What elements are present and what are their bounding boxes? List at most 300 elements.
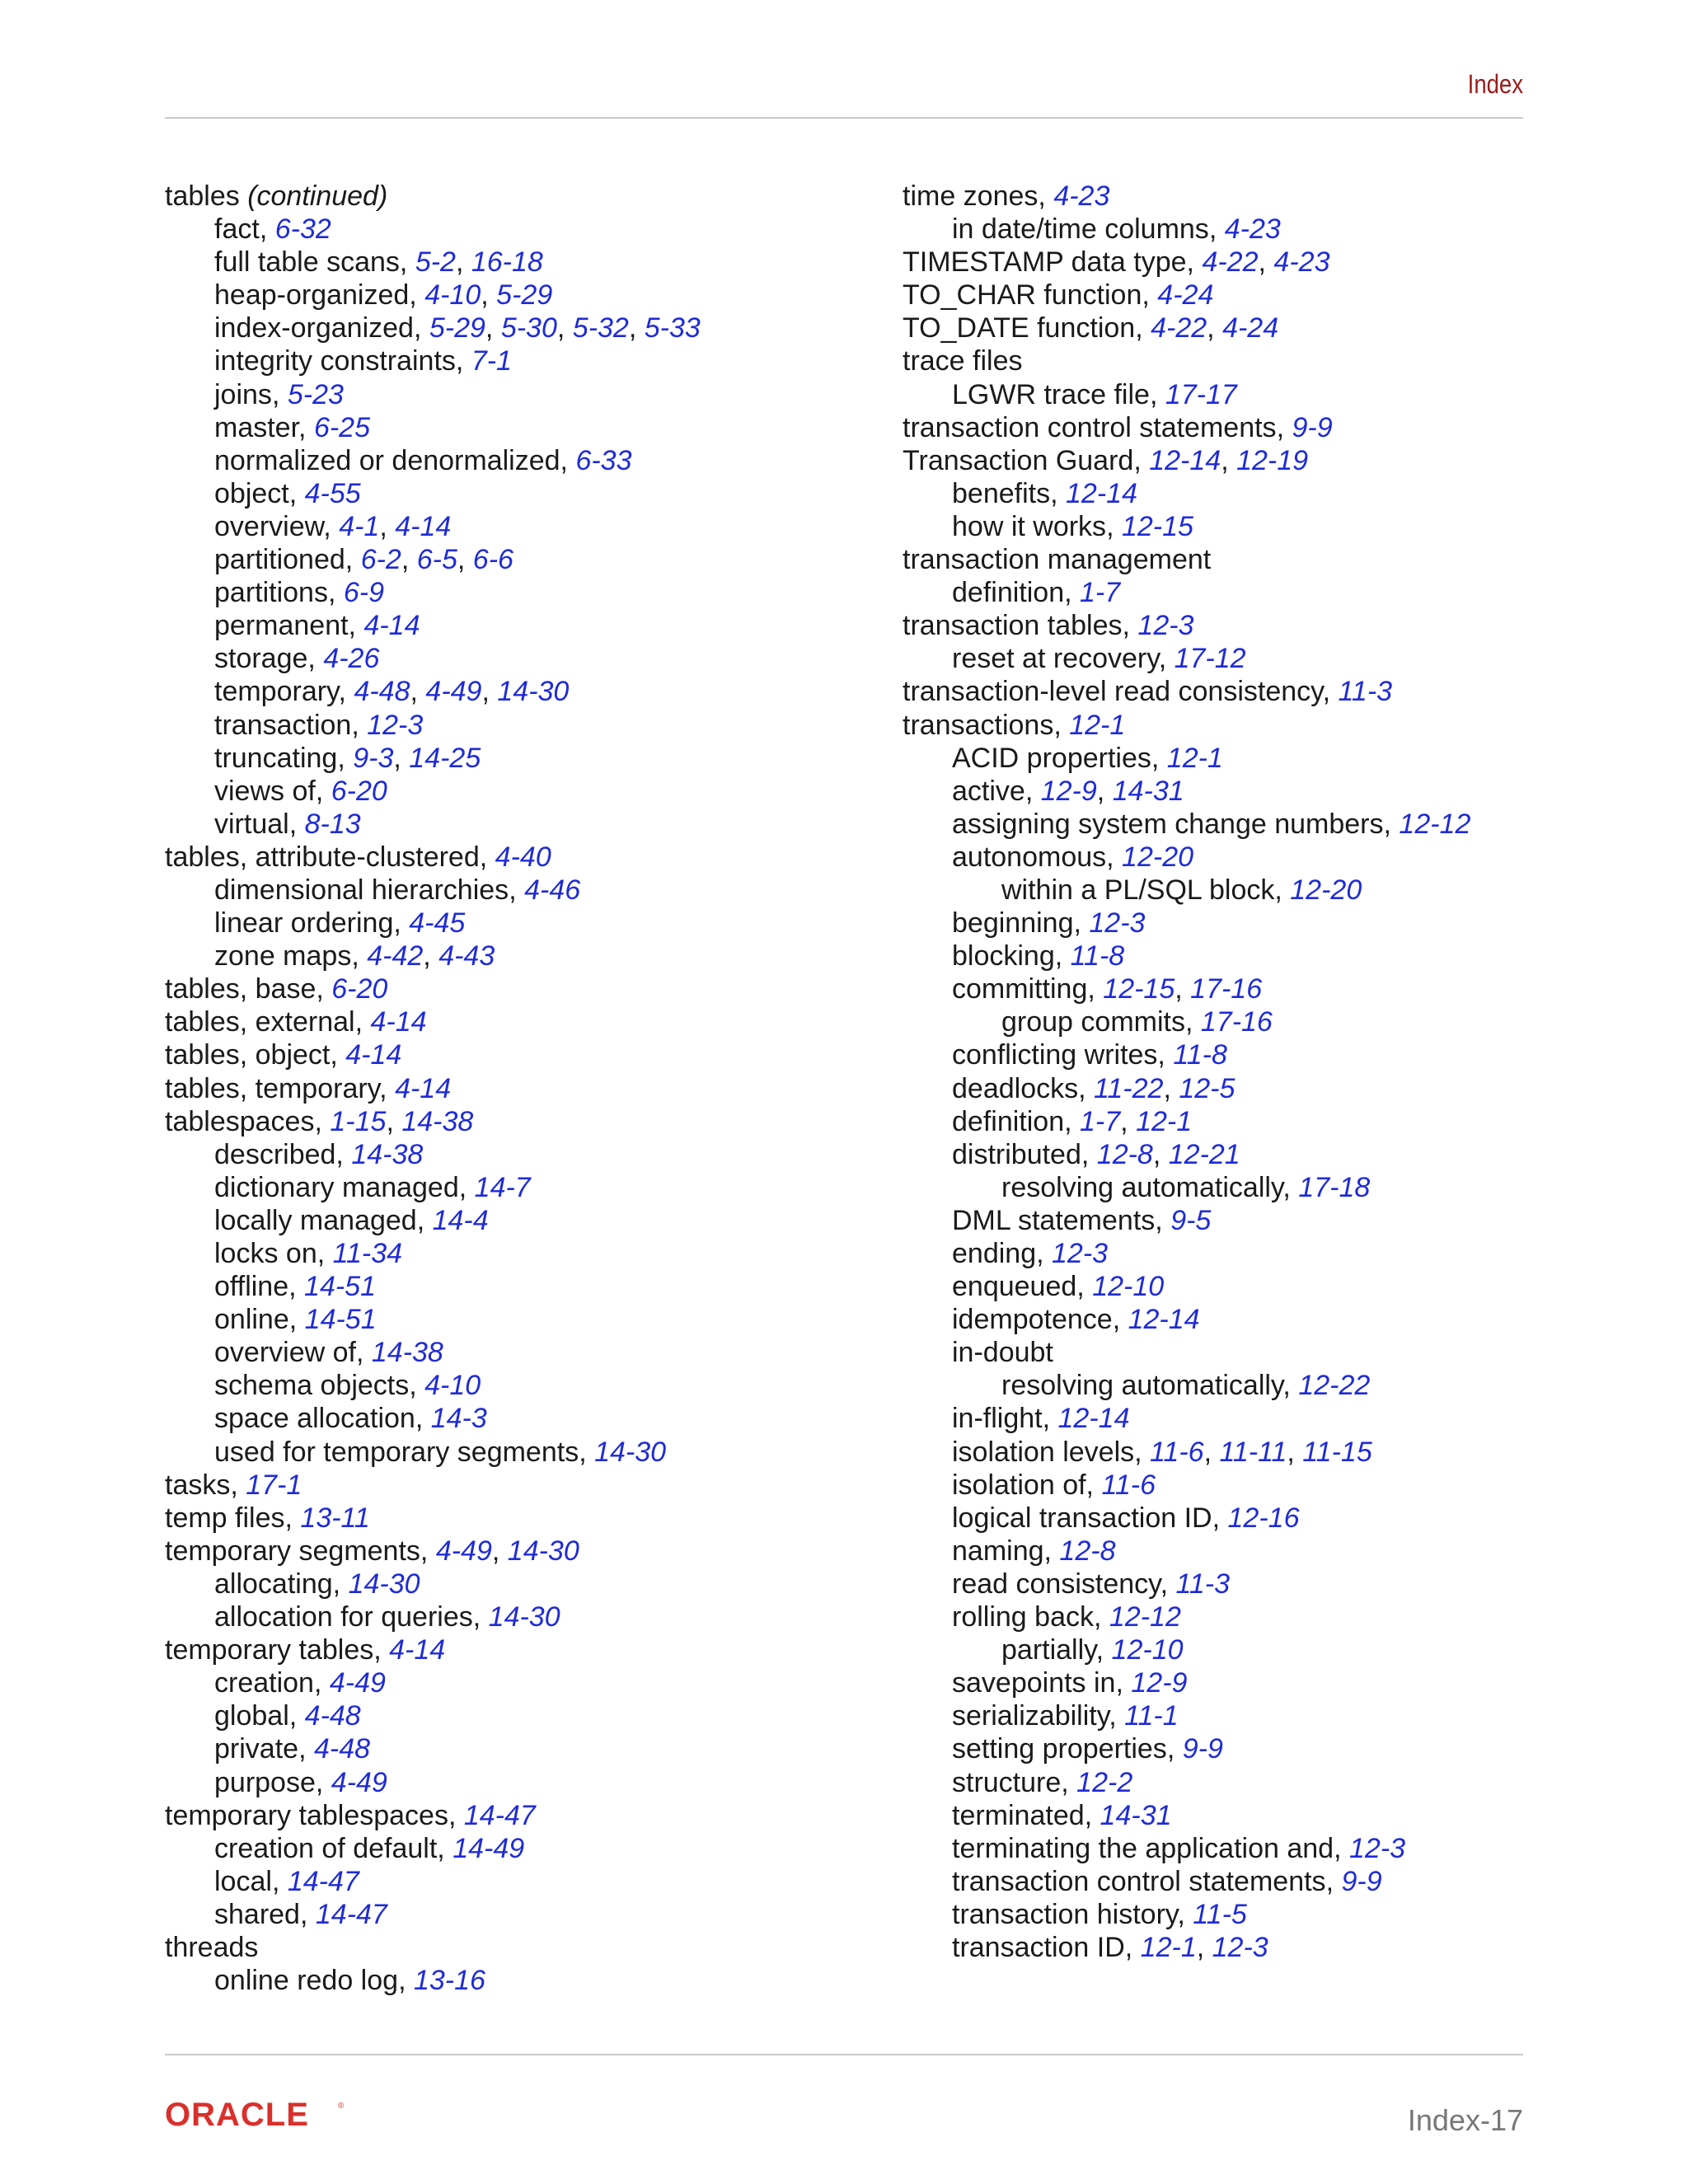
index-term: used for temporary segments	[214, 1436, 579, 1468]
page-reference-link[interactable]: 14-25	[409, 742, 481, 774]
page-reference-link[interactable]: 14-31	[1100, 1799, 1172, 1831]
index-entry: definition, 1-7, 12-1	[952, 1105, 1193, 1137]
index-entry: linear ordering, 4-45	[214, 907, 466, 940]
page-reference-link[interactable]: 17-16	[1190, 973, 1263, 1005]
page-reference-link[interactable]: 14-47	[315, 1898, 387, 1930]
index-term: reset at recovery	[952, 643, 1159, 675]
page-reference-link[interactable]: 11-3	[1338, 676, 1393, 708]
page-reference-link[interactable]: 4-40	[495, 841, 551, 873]
page-reference-link[interactable]: 4-42	[367, 940, 424, 972]
index-term: heap-organized	[214, 279, 410, 312]
index-term: transaction-level read consistency	[903, 676, 1323, 708]
index-entry: conflicting writes, 11-8	[952, 1039, 1227, 1071]
index-term: views of	[214, 775, 316, 807]
index-term: offline	[214, 1271, 289, 1303]
page-reference-link[interactable]: 12-2	[1076, 1766, 1133, 1798]
index-term: fact	[214, 213, 260, 246]
page-reference-link[interactable]: 11-1	[1124, 1700, 1179, 1732]
index-term: virtual	[214, 808, 289, 840]
page-reference-link[interactable]: 6-6	[472, 544, 513, 576]
index-entry: zone maps, 4-42, 4-43	[214, 940, 495, 972]
page-reference-link[interactable]: 12-1	[1140, 1931, 1197, 1963]
index-entry: overview, 4-1, 4-14	[214, 510, 452, 542]
page-reference-link[interactable]: 12-14	[1066, 477, 1137, 509]
page-reference-link[interactable]: 12-19	[1236, 444, 1309, 476]
page-reference-link[interactable]: 14-7	[474, 1171, 531, 1203]
index-entry: deadlocks, 11-22, 12-5	[952, 1072, 1236, 1104]
page-reference-link[interactable]: 6-5	[416, 544, 457, 576]
index-entry: creation, 4-49	[214, 1667, 386, 1699]
index-term: idempotence	[952, 1304, 1113, 1336]
index-term: time zones	[903, 180, 1039, 212]
index-term: integrity constraints	[214, 345, 456, 377]
page-reference-link[interactable]: 12-3	[1212, 1931, 1268, 1963]
index-entry: Transaction Guard, 12-14, 12-19	[903, 444, 1309, 476]
index-entry	[165, 180, 701, 213]
index-term: temporary tables	[165, 1634, 374, 1666]
page-reference-link[interactable]: 4-22	[1151, 312, 1207, 344]
page-reference-link[interactable]: 9-9	[1341, 1865, 1382, 1897]
page-reference-link[interactable]: 12-14	[1128, 1304, 1200, 1336]
page-reference-link[interactable]: 9-5	[1170, 1204, 1212, 1236]
index-term: autonomous	[952, 841, 1107, 873]
running-header: Index	[1467, 69, 1523, 99]
page-reference-link[interactable]: 17-18	[1298, 1171, 1371, 1203]
index-term: tasks	[165, 1469, 231, 1501]
index-term: ending	[952, 1238, 1037, 1269]
index-entry: allocation for queries, 14-30	[214, 1601, 560, 1633]
index-term: global	[214, 1700, 289, 1732]
index-term: conflicting writes	[952, 1039, 1158, 1071]
index-term: linear ordering	[214, 907, 394, 940]
page-reference-link[interactable]: 12-8	[1059, 1535, 1116, 1567]
index-term: joins	[214, 378, 272, 410]
index-entry: partially, 12-10	[1001, 1634, 1184, 1666]
index-term: definition	[952, 1105, 1065, 1137]
page-reference-link[interactable]: 12-21	[1168, 1138, 1240, 1170]
page-reference-link[interactable]: 12-10	[1111, 1634, 1184, 1666]
page-reference-link[interactable]: 4-43	[438, 940, 495, 972]
page-reference-link[interactable]: 12-22	[1298, 1370, 1371, 1402]
page-reference-link[interactable]: 4-14	[395, 1072, 452, 1104]
page-reference-link[interactable]: 4-46	[524, 874, 581, 906]
page-reference-link[interactable]: 14-30	[507, 1535, 579, 1567]
index-entry: benefits, 12-14	[952, 477, 1137, 509]
index-entry: DML statements, 9-5	[952, 1204, 1212, 1236]
page-reference-link[interactable]: 12-3	[1137, 610, 1194, 642]
index-entry: rolling back, 12-12	[952, 1601, 1181, 1633]
page-reference-link[interactable]: 7-1	[471, 345, 512, 377]
page-reference-link[interactable]: 14-51	[304, 1304, 377, 1336]
page-reference-link[interactable]: 14-38	[401, 1105, 474, 1137]
index-term: naming	[952, 1535, 1044, 1567]
page-reference-link[interactable]: 4-48	[354, 676, 410, 708]
page-reference-link[interactable]: 5-29	[429, 312, 485, 344]
index-entry: committing, 12-15, 17-16	[952, 973, 1263, 1005]
index-entry: transactions, 12-1	[903, 709, 1126, 741]
page-reference-link[interactable]: 17-12	[1174, 643, 1246, 675]
page-reference-link[interactable]: 14-30	[497, 676, 570, 708]
page-reference-link[interactable]: 12-20	[1122, 841, 1194, 873]
index-term: blocking	[952, 940, 1055, 972]
index-entry: terminating the application and, 12-3	[952, 1832, 1406, 1864]
index-entry: how it works, 12-15	[952, 510, 1193, 542]
page-reference-link[interactable]: 17-1	[246, 1469, 302, 1501]
index-term: definition	[952, 577, 1065, 609]
page-reference-link[interactable]: 4-14	[345, 1039, 402, 1071]
index-term: temp files	[165, 1502, 285, 1534]
index-term: in-doubt	[952, 1337, 1053, 1369]
index-term: TIMESTAMP data type	[903, 246, 1187, 279]
index-entry: global, 4-48	[214, 1700, 361, 1732]
index-term: zone maps	[214, 940, 352, 972]
page-reference-link[interactable]: 5-32	[572, 312, 629, 344]
page-reference-link[interactable]: 4-55	[304, 477, 361, 509]
page-reference-link[interactable]: 14-49	[452, 1832, 525, 1864]
index-entry: online redo log, 13-16	[214, 1965, 485, 1997]
page-reference-link[interactable]: 4-49	[435, 1535, 492, 1567]
page-reference-link[interactable]: 9-9	[1292, 411, 1333, 443]
page-reference-link[interactable]: 6-33	[575, 444, 632, 476]
index-term: terminating the application and	[952, 1832, 1334, 1864]
index-entry	[903, 1336, 1470, 1369]
index-term: how it works	[952, 510, 1107, 542]
index-term: locks on	[214, 1238, 317, 1269]
page-reference-link[interactable]: 14-30	[488, 1601, 560, 1633]
index-term: ACID properties	[952, 742, 1151, 774]
index-entry: space allocation, 14-3	[214, 1403, 487, 1435]
index-term: shared	[214, 1898, 300, 1930]
index-entry: distributed, 12-8, 12-21	[952, 1138, 1240, 1170]
index-entry: temporary tables, 4-14	[165, 1634, 446, 1666]
index-term: overview	[214, 510, 324, 542]
index-term: transaction tables	[903, 610, 1123, 642]
index-term: tables, attribute-clustered	[165, 841, 480, 873]
index-term: creation of default	[214, 1832, 438, 1864]
page-reference-link[interactable]: 14-31	[1112, 775, 1184, 807]
page-reference-link[interactable]: 13-11	[300, 1502, 370, 1534]
index-term: creation	[214, 1667, 314, 1699]
index-term: permanent	[214, 610, 349, 642]
index-term: temporary	[214, 676, 339, 708]
page-reference-link[interactable]: 14-51	[304, 1271, 376, 1303]
index-term: active	[952, 775, 1025, 807]
page-reference-link[interactable]: 4-24	[1157, 279, 1214, 312]
index-entry: locally managed, 14-4	[214, 1204, 489, 1236]
page-reference-link[interactable]: 9-9	[1182, 1733, 1223, 1765]
page-reference-link[interactable]: 6-9	[343, 577, 385, 609]
page-reference-link[interactable]: 12-3	[1052, 1238, 1109, 1269]
index-entry: creation of default, 14-49	[214, 1832, 525, 1864]
index-term: temporary tablespaces	[165, 1799, 448, 1831]
continued-label: (continued)	[247, 180, 388, 212]
page-reference-link[interactable]: 12-8	[1096, 1138, 1153, 1170]
index-term: storage	[214, 643, 308, 675]
index-term: private	[214, 1733, 299, 1765]
index-term: logical transaction ID	[952, 1502, 1212, 1534]
page-reference-link[interactable]: 5-29	[496, 279, 553, 312]
page-reference-link[interactable]: 1-7	[1080, 1105, 1121, 1137]
index-entry: transaction history, 11-5	[952, 1898, 1247, 1930]
index-term: TO_CHAR function	[903, 279, 1142, 312]
index-entry: resolving automatically, 12-22	[1001, 1370, 1371, 1402]
index-entry: group commits, 17-16	[1001, 1006, 1273, 1038]
index-term: tablespaces	[165, 1105, 315, 1137]
oracle-logo	[165, 2098, 348, 2130]
page-reference-link[interactable]: 6-32	[274, 213, 331, 246]
index-term: tables, base	[165, 973, 316, 1005]
index-term: group commits	[1001, 1006, 1185, 1038]
index-entry: assigning system change numbers, 12-12	[952, 808, 1471, 840]
page-reference-link[interactable]: 14-47	[287, 1865, 359, 1897]
page-reference-link[interactable]: 11-6	[1150, 1436, 1204, 1468]
index-entry: transaction, 12-3	[214, 709, 424, 741]
index-entry: ending, 12-3	[952, 1238, 1109, 1269]
index-term: index-organized	[214, 312, 414, 344]
page-reference-link[interactable]: 11-34	[332, 1238, 403, 1269]
index-entry: storage, 4-26	[214, 643, 380, 675]
page-reference-link[interactable]: 8-13	[304, 808, 361, 840]
page-reference-link[interactable]: 12-3	[367, 709, 424, 741]
page-reference-link[interactable]: 6-20	[331, 973, 388, 1005]
index-term: transactions	[903, 709, 1054, 741]
index-term: deadlocks	[952, 1072, 1079, 1104]
page-reference-link[interactable]: 12-12	[1399, 808, 1471, 840]
index-entry: dictionary managed, 14-7	[214, 1171, 531, 1203]
page-reference-link[interactable]: 4-45	[409, 907, 466, 940]
index-term: in date/time columns	[952, 213, 1209, 246]
page-reference-link[interactable]: 4-49	[425, 676, 482, 708]
page-reference-link[interactable]: 11-5	[1193, 1898, 1247, 1930]
index-entry: tables, temporary, 4-14	[165, 1072, 452, 1104]
index-entry	[903, 543, 1470, 576]
index-term: beginning	[952, 907, 1074, 940]
index-term: terminated	[952, 1799, 1085, 1831]
index-entry: ACID properties, 12-1	[952, 742, 1223, 774]
page-number: Index-17	[1407, 2103, 1523, 2137]
page-reference-link[interactable]: 4-49	[329, 1667, 386, 1699]
page-reference-link[interactable]: 12-1	[1166, 742, 1223, 774]
index-term: schema objects	[214, 1370, 410, 1402]
page-reference-link[interactable]: 6-20	[331, 775, 387, 807]
page-reference-link[interactable]: 11-8	[1173, 1039, 1227, 1071]
index-term: partially	[1001, 1634, 1096, 1666]
page-reference-link[interactable]: 12-1	[1136, 1105, 1193, 1137]
index-entry: tables, base, 6-20	[165, 973, 388, 1005]
page-reference-link[interactable]: 14-3	[430, 1403, 487, 1435]
index-entry: locks on, 11-34	[214, 1238, 403, 1269]
page-reference-link[interactable]: 11-3	[1175, 1568, 1231, 1600]
index-entry: fact, 6-32	[214, 213, 331, 246]
page-reference-link[interactable]: 12-9	[1131, 1667, 1188, 1699]
index-entry: virtual, 8-13	[214, 808, 361, 840]
page-reference-link[interactable]: 5-2	[415, 246, 456, 279]
index-term: trace files	[903, 345, 1023, 377]
page-reference-link[interactable]: 6-25	[313, 411, 371, 443]
index-entry: logical transaction ID, 12-16	[952, 1502, 1300, 1534]
index-entry: heap-organized, 4-10, 5-29	[214, 279, 553, 312]
page-reference-link[interactable]: 4-26	[323, 643, 380, 675]
index-term: setting properties	[952, 1733, 1167, 1765]
index-entry: resolving automatically, 17-18	[1001, 1171, 1371, 1203]
index-entry: online, 14-51	[214, 1304, 377, 1336]
index-term: transaction management	[903, 544, 1212, 576]
page-reference-link[interactable]: 12-15	[1103, 973, 1175, 1005]
page-reference-link[interactable]: 12-14	[1149, 444, 1221, 476]
index-term: DML statements	[952, 1204, 1156, 1236]
page-reference-link[interactable]: 4-14	[395, 510, 452, 542]
index-term: tables, object	[165, 1039, 331, 1071]
page-reference-link[interactable]: 5-33	[644, 312, 701, 344]
page-reference-link[interactable]: 11-6	[1101, 1469, 1156, 1501]
index-term: locally managed	[214, 1204, 417, 1236]
index-entry: savepoints in, 12-9	[952, 1667, 1188, 1699]
index-entry: dimensional hierarchies, 4-46	[214, 874, 581, 906]
page-reference-link[interactable]: 12-3	[1089, 907, 1146, 940]
index-entry: index-organized, 5-29, 5-30, 5-32, 5-33	[214, 312, 701, 344]
index-entry: shared, 14-47	[214, 1898, 387, 1930]
page-reference-link[interactable]: 4-24	[1222, 312, 1279, 344]
index-term: committing	[952, 973, 1088, 1005]
index-entry: temporary segments, 4-49, 14-30	[165, 1535, 579, 1567]
page-reference-link[interactable]: 12-20	[1290, 874, 1362, 906]
index-entry: tables, external, 4-14	[165, 1006, 427, 1038]
page-reference-link[interactable]: 4-49	[331, 1766, 387, 1798]
index-entry: master, 6-25	[214, 411, 371, 443]
index-term: threads	[165, 1931, 259, 1963]
index-entry: views of, 6-20	[214, 775, 387, 807]
index-term: isolation levels	[952, 1436, 1135, 1468]
svg-text:ORACLE: ORACLE	[165, 2098, 309, 2130]
index-entry: object, 4-55	[214, 477, 361, 509]
page-reference-link[interactable]: 14-4	[432, 1204, 489, 1236]
index-entry	[165, 1931, 701, 1964]
index-term: described	[214, 1138, 336, 1170]
page-reference-link[interactable]: 12-16	[1227, 1502, 1300, 1534]
index-term: savepoints in	[952, 1667, 1116, 1699]
page-reference-link[interactable]: 17-16	[1200, 1006, 1273, 1038]
index-entry: autonomous, 12-20	[952, 841, 1194, 873]
index-entry: private, 4-48	[214, 1733, 371, 1765]
index-entry: within a PL/SQL block, 12-20	[1001, 874, 1362, 906]
index-entry: active, 12-9, 14-31	[952, 775, 1184, 807]
index-term: resolving automatically	[1001, 1171, 1283, 1203]
page-reference-link[interactable]: 4-1	[339, 510, 380, 542]
page-reference-link[interactable]: 14-38	[351, 1138, 424, 1170]
page-reference-link[interactable]: 4-48	[313, 1733, 371, 1765]
index-term: online redo log	[214, 1965, 399, 1997]
index-entry: transaction tables, 12-3	[903, 610, 1194, 642]
index-entry: transaction-level read consistency, 11-3	[903, 676, 1393, 708]
page-reference-link[interactable]: 11-11	[1219, 1436, 1287, 1468]
header-divider	[165, 117, 1523, 119]
index-entry: serializability, 11-1	[952, 1700, 1179, 1732]
index-term: full table scans	[214, 246, 400, 279]
page-reference-link[interactable]: 4-48	[304, 1700, 361, 1732]
page-reference-link[interactable]: 1-7	[1080, 577, 1121, 609]
index-entry: temp files, 13-11	[165, 1502, 370, 1534]
index-term: transaction history	[952, 1898, 1178, 1930]
page-reference-link[interactable]: 5-23	[287, 378, 344, 410]
page-reference-link[interactable]: 4-14	[370, 1006, 427, 1038]
index-term: object	[214, 477, 289, 509]
page-reference-link[interactable]: 11-8	[1070, 940, 1125, 972]
page-reference-link[interactable]: 4-23	[1053, 180, 1110, 212]
index-entry: truncating, 9-3, 14-25	[214, 742, 481, 774]
index-entry: partitioned, 6-2, 6-5, 6-6	[214, 544, 513, 576]
index-entry: definition, 1-7	[952, 577, 1121, 609]
page-reference-link[interactable]: 12-10	[1092, 1271, 1165, 1303]
index-term: transaction control statements	[952, 1865, 1326, 1897]
index-entry: TO_DATE function, 4-22, 4-24	[903, 312, 1279, 344]
index-entry: tables, attribute-clustered, 4-40	[165, 841, 551, 873]
index-term: in-flight	[952, 1403, 1043, 1435]
index-entry: described, 14-38	[214, 1138, 424, 1170]
page-reference-link[interactable]: 4-23	[1273, 246, 1330, 279]
page-reference-link[interactable]: 4-23	[1224, 213, 1281, 246]
index-entry: LGWR trace file, 17-17	[952, 378, 1237, 410]
page-reference-link[interactable]: 16-18	[471, 246, 543, 279]
page-reference-link[interactable]: 14-38	[371, 1337, 443, 1369]
index-term: master	[214, 411, 299, 443]
page-reference-link[interactable]: 9-3	[353, 742, 394, 774]
index-entry: in date/time columns, 4-23	[952, 213, 1281, 246]
page-reference-link[interactable]: 5-30	[500, 312, 557, 344]
index-term: TO_DATE function	[903, 312, 1136, 344]
index-term: assigning system change numbers	[952, 808, 1384, 840]
index-entry: purpose, 4-49	[214, 1766, 387, 1798]
page-reference-link[interactable]: 11-15	[1302, 1436, 1372, 1468]
index-entry: in-flight, 12-14	[952, 1403, 1130, 1435]
index-entry: beginning, 12-3	[952, 907, 1146, 940]
page-reference-link[interactable]: 14-30	[348, 1568, 420, 1600]
index-term: transaction control statements	[903, 411, 1277, 443]
index-entry: transaction ID, 12-1, 12-3	[952, 1931, 1268, 1963]
index-entry: setting properties, 9-9	[952, 1733, 1223, 1765]
page-reference-link[interactable]: 4-10	[424, 279, 481, 312]
index-entry: terminated, 14-31	[952, 1799, 1172, 1831]
index-term: local	[214, 1865, 272, 1897]
page-reference-link[interactable]: 4-22	[1202, 246, 1259, 279]
page-reference-link[interactable]: 14-30	[594, 1436, 667, 1468]
page-reference-link[interactable]: 12-9	[1040, 775, 1097, 807]
index-entry: tasks, 17-1	[165, 1469, 302, 1501]
page-reference-link[interactable]: 12-14	[1057, 1403, 1130, 1435]
index-entry: offline, 14-51	[214, 1271, 376, 1303]
index-term: Transaction Guard	[903, 444, 1134, 476]
page-reference-link[interactable]: 1-15	[330, 1105, 387, 1137]
page-reference-link[interactable]: 4-14	[363, 610, 420, 642]
page-reference-link[interactable]: 4-14	[389, 1634, 446, 1666]
index-term: resolving automatically	[1001, 1370, 1283, 1402]
page-reference-link[interactable]: 17-17	[1165, 378, 1237, 410]
page-reference-link[interactable]: 13-16	[413, 1965, 485, 1997]
page-reference-link[interactable]: 12-1	[1069, 709, 1126, 741]
page-reference-link[interactable]: 11-22	[1094, 1072, 1164, 1104]
page-reference-link[interactable]: 12-3	[1349, 1832, 1406, 1864]
index-term: dimensional hierarchies	[214, 874, 509, 906]
index-term: partitioned	[214, 544, 345, 576]
page-reference-link[interactable]: 6-2	[360, 544, 401, 576]
index-term: overview of	[214, 1337, 356, 1369]
page-reference-link[interactable]: 12-5	[1179, 1072, 1236, 1104]
page-reference-link[interactable]: 4-10	[424, 1370, 481, 1402]
page-reference-link[interactable]: 14-47	[463, 1799, 536, 1831]
page-reference-link[interactable]: 12-12	[1109, 1601, 1181, 1633]
page-reference-link[interactable]: 12-15	[1121, 510, 1193, 542]
index-entry: joins, 5-23	[214, 378, 344, 410]
index-entry: time zones, 4-23	[903, 180, 1110, 212]
